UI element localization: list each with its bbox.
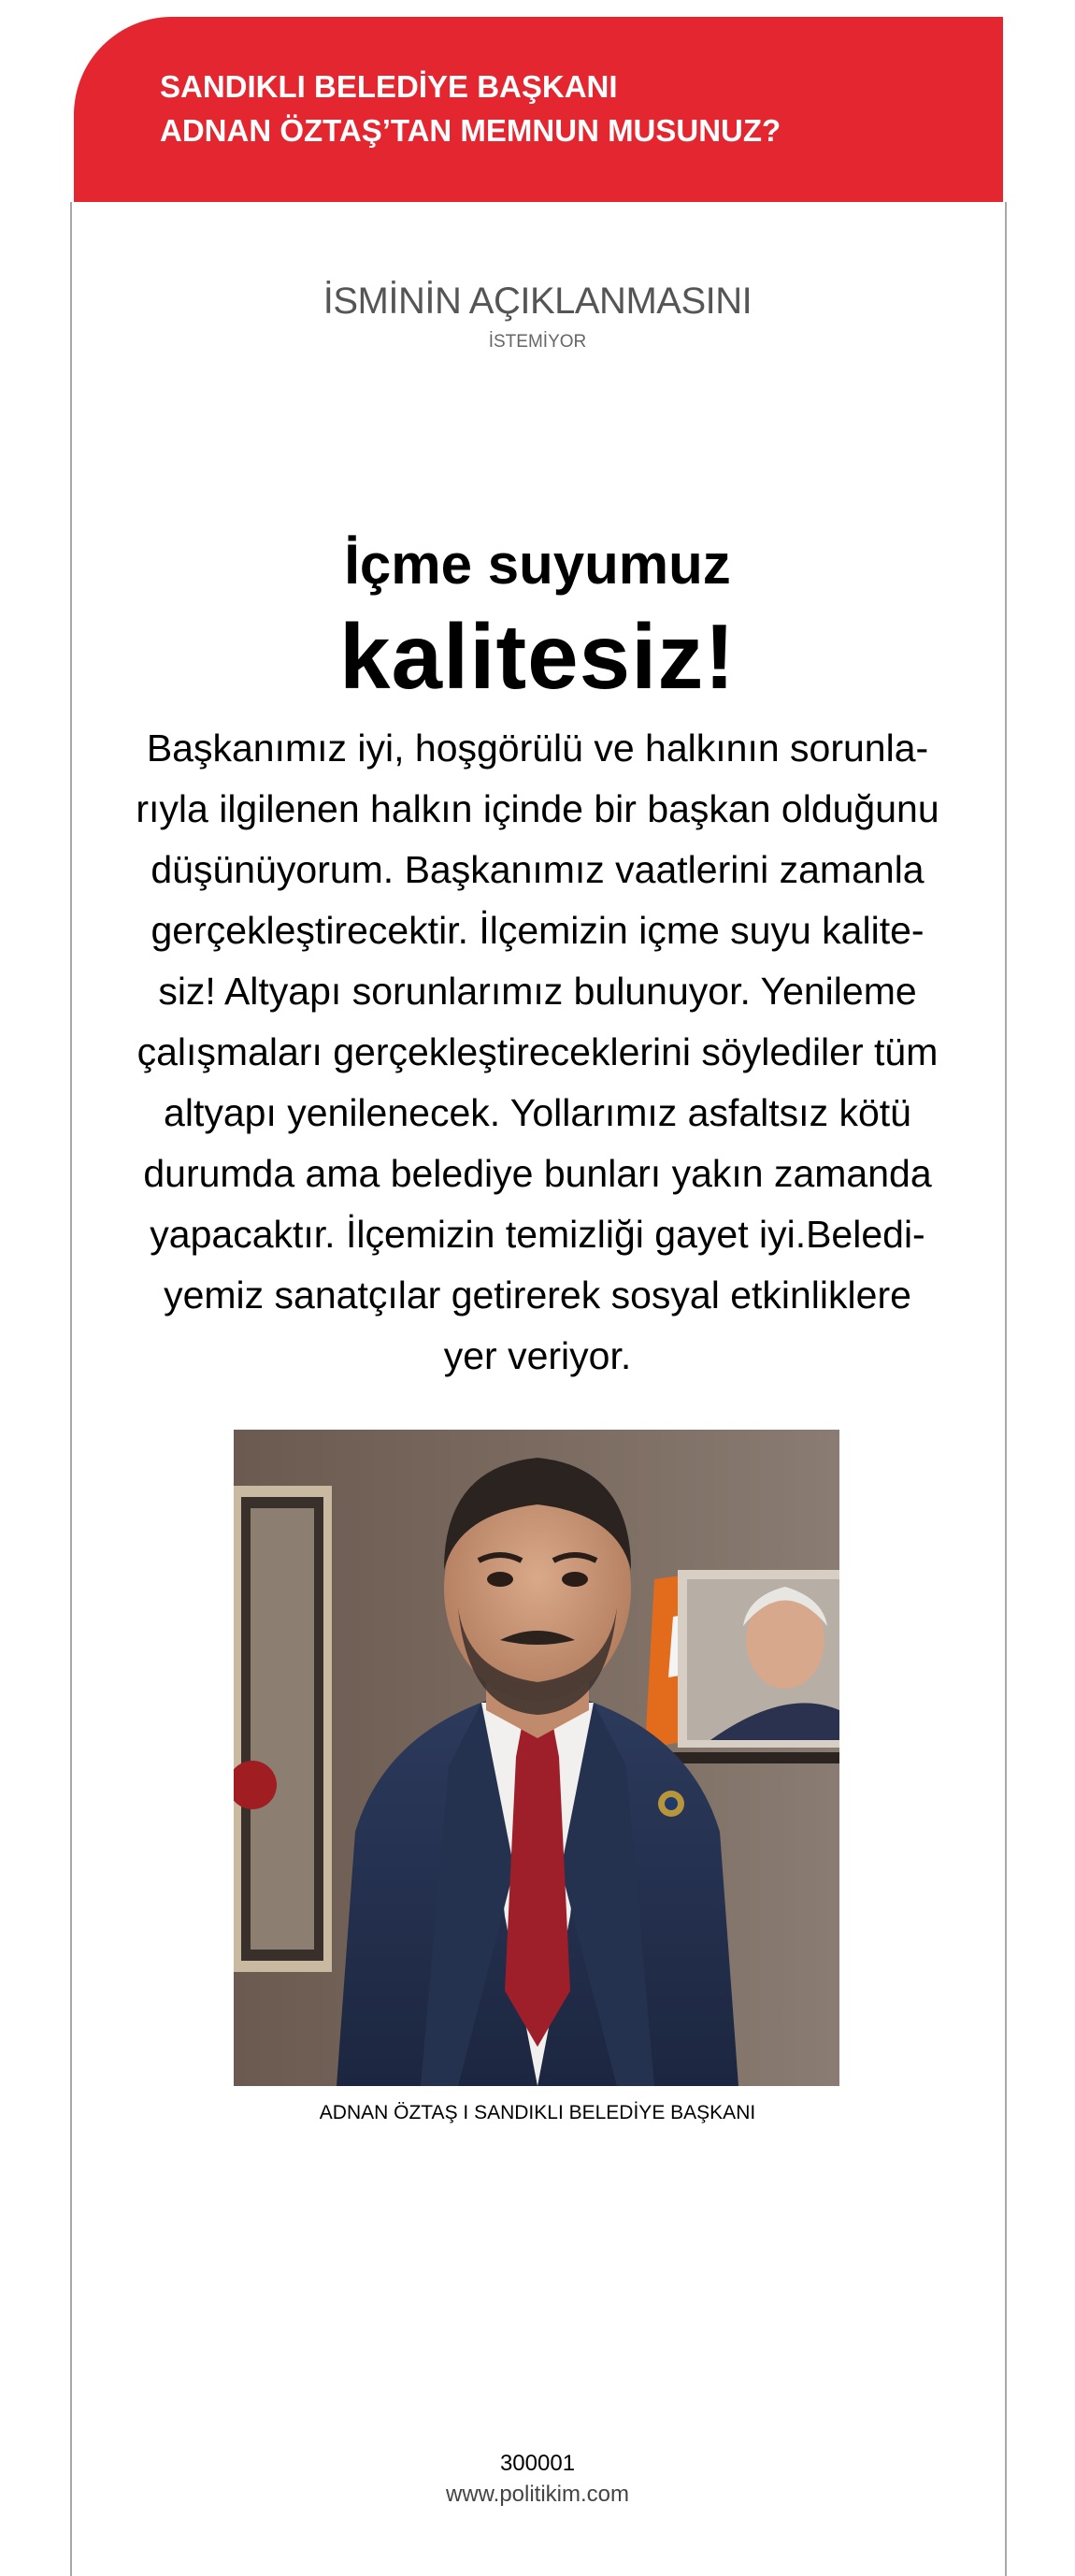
body-line: çalışmaları gerçekleştireceklerini söylediler tüm	[136, 1030, 939, 1073]
article-body	[131, 718, 944, 1387]
headline-line-2: kalitesiz!	[339, 605, 736, 708]
portrait-photo	[234, 1430, 839, 2086]
photo-caption: ADNAN ÖZTAŞ I SANDIKLI BELEDİYE BAŞKANI	[319, 2102, 756, 2123]
header-banner	[74, 17, 1003, 202]
body-line: Başkanımız iyi, hoşgörülü ve halkının sorunla-	[146, 727, 929, 770]
body-line: siz! Altyapı sorunlarımız bulunuyor. Yenileme	[158, 970, 917, 1013]
header-title-line-2: ADNAN ÖZTAŞ’TAN MEMNUN MUSUNUZ?	[160, 113, 781, 148]
body-line: düşünüyorum. Başkanımız vaatlerini zamanla	[150, 848, 924, 891]
body-line: gerçekleştirecektir. İlçemizin içme suyu kalite-	[150, 909, 924, 952]
body-line: yemiz sanatçılar getirerek sosyal etkinliklere	[164, 1274, 911, 1317]
body-line: yapacaktır. İlçemizin temizliği gayet iyi.Beledi-	[150, 1213, 925, 1256]
footer-website: www.politikim.com	[445, 2482, 630, 2507]
footer-code: 300001	[499, 2451, 576, 2476]
body-line: rıyla ilgilenen halkın içinde bir başkan olduğunu	[136, 787, 939, 830]
body-line: durumda ama belediye bunları yakın zamanda	[143, 1152, 932, 1195]
byline-name: İSMİNİN AÇIKLANMASINI	[322, 281, 752, 322]
body-line: altyapı yenilenecek. Yollarımız asfaltsız kötü	[164, 1091, 911, 1134]
byline-subtitle: İSTEMİYOR	[488, 332, 587, 352]
header-title-line-1: SANDIKLI BELEDİYE BAŞKANI	[160, 69, 618, 104]
headline-line-1: İçme suyumuz	[344, 533, 731, 596]
body-line: yer veriyor.	[443, 1334, 632, 1377]
portrait-illustration	[234, 1430, 839, 2086]
